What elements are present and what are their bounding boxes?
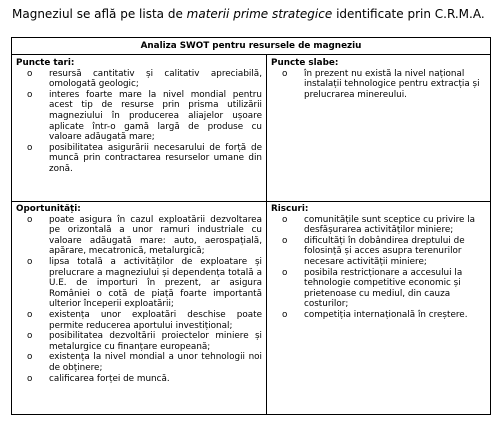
list-item-text: lipsa totală a activităților de exploatare și prelucrare a magneziului și dependența totală a U.E. de importuri în prezent, ar asigura României o cotă de piață foarte importantă ulterior începerii exploatării; bbox=[49, 256, 262, 310]
list-item bbox=[16, 374, 262, 385]
bullet-icon: o bbox=[27, 373, 33, 384]
list-item-text: posibilitatea dezvoltării proiectelor miniere și metalurgice cu finanțare europeană; bbox=[49, 331, 262, 352]
bullet-icon: o bbox=[27, 214, 33, 225]
bullet-icon: o bbox=[27, 256, 33, 267]
threats-list bbox=[271, 215, 483, 321]
list-item-text: posibilitatea asigurării necesarului de forță de muncă prin contractarea resurselor umane din zonă. bbox=[49, 142, 262, 174]
opportunities-cell bbox=[16, 204, 262, 384]
list-item bbox=[16, 257, 262, 310]
list-item-text: poate asigura în cazul exploatării dezvoltarea pe orizontală a unor ramuri industriale cu valoare adăugată mare: auto, aerospațială, apărare, mecatronică, metalurgică; bbox=[49, 214, 262, 257]
list-item-text: în prezent nu există la nivel național instalații tehnologice pentru extracția și prelucrarea minereului. bbox=[304, 68, 480, 100]
threats-cell bbox=[271, 204, 483, 321]
list-item-text: competiția internațională în creștere. bbox=[304, 309, 468, 320]
bullet-icon: o bbox=[282, 309, 288, 320]
list-item bbox=[271, 310, 483, 321]
threats-heading: Riscuri: bbox=[271, 204, 309, 214]
intro-text-start: Magneziul se află pe lista de bbox=[12, 7, 187, 21]
row-divider bbox=[12, 201, 490, 202]
list-item bbox=[16, 143, 262, 175]
bullet-icon: o bbox=[282, 267, 288, 278]
list-item-text: dificultăți în dobândirea dreptului de folosință și acces asupra terenurilor necesare activității miniere; bbox=[304, 235, 465, 267]
list-item bbox=[16, 352, 262, 373]
swot-table bbox=[11, 37, 491, 415]
intro-text-end: identificate prin C.R.M.A. bbox=[332, 7, 485, 21]
bullet-icon: o bbox=[27, 309, 33, 320]
list-item-text: calificarea forței de muncă. bbox=[49, 373, 170, 384]
list-item-text: posibila restricționare a accesului la tehnologie competitive economic și prietenoase cu mediul, din cauza costurilor; bbox=[304, 267, 463, 310]
opportunities-list bbox=[16, 215, 262, 385]
bullet-icon: o bbox=[282, 235, 288, 246]
list-item bbox=[16, 310, 262, 331]
list-item-text: existența unor exploatări deschise poate permite reducerea aportului investițional; bbox=[49, 309, 262, 331]
strengths-list bbox=[16, 69, 262, 175]
list-item-text: resursă cantitativ și calitativ apreciabilă, omologată geologic; bbox=[49, 68, 262, 90]
list-item bbox=[16, 90, 262, 143]
list-item bbox=[16, 215, 262, 257]
weaknesses-cell bbox=[271, 58, 483, 100]
column-divider bbox=[266, 55, 267, 415]
weaknesses-heading: Puncte slabe: bbox=[271, 58, 339, 68]
weaknesses-list bbox=[271, 69, 483, 101]
bullet-icon: o bbox=[27, 89, 33, 100]
list-item bbox=[271, 69, 483, 101]
intro-emphasis: materii prime strategice bbox=[186, 7, 333, 21]
bullet-icon: o bbox=[27, 68, 33, 79]
opportunities-heading: Oportunități: bbox=[16, 204, 81, 214]
list-item-text: comunitățile sunt sceptice cu privire la desfășurarea activităților miniere; bbox=[304, 214, 476, 236]
bullet-icon: o bbox=[27, 352, 33, 363]
strengths-heading: Puncte tari: bbox=[16, 58, 75, 68]
list-item-text: interes foarte mare la nivel mondial pentru acest tip de resurse prin prisma utilizării magneziului în producerea aliajelor ușoare aplicate într-o gamă largă de produse cu valoare adăugată mare; bbox=[49, 89, 262, 143]
bullet-icon: o bbox=[27, 142, 33, 153]
list-item bbox=[271, 215, 483, 236]
list-item bbox=[271, 268, 483, 310]
list-item bbox=[16, 331, 262, 352]
swot-title: Analiza SWOT pentru resursele de magneziu bbox=[12, 38, 490, 55]
bullet-icon: o bbox=[27, 331, 33, 342]
list-item bbox=[16, 69, 262, 90]
list-item bbox=[271, 236, 483, 268]
intro-sentence bbox=[12, 7, 492, 21]
bullet-icon: o bbox=[282, 68, 288, 79]
bullet-icon: o bbox=[282, 214, 288, 225]
list-item-text: existența la nivel mondial a unor tehnologii noi de obținere; bbox=[49, 352, 262, 373]
strengths-cell bbox=[16, 58, 262, 175]
